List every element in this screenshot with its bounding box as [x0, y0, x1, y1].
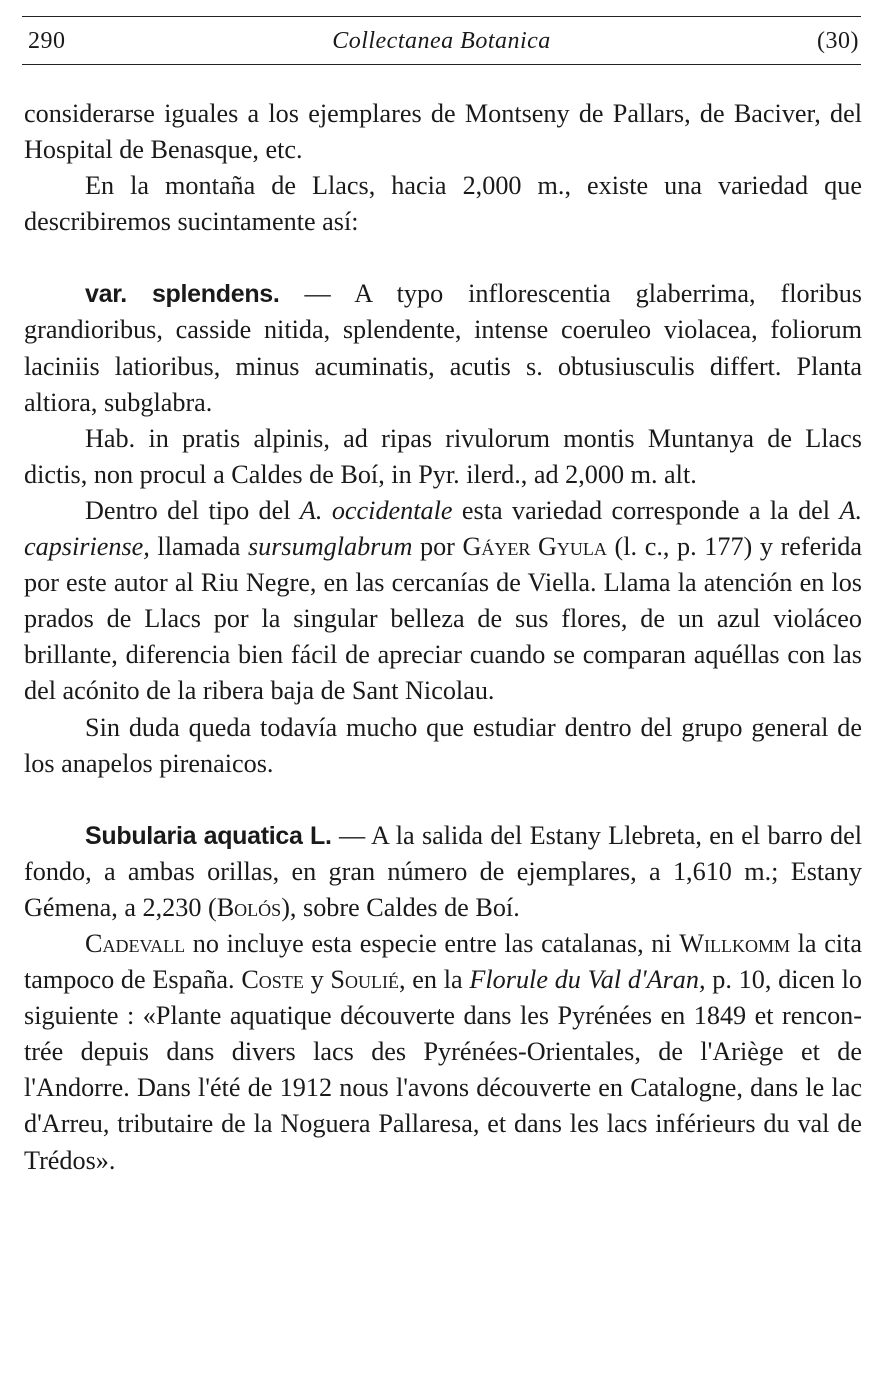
paragraph-conclusion: Sin duda queda todavía mucho que estudiar dentro del grupo general de los anapelos pirenaicos. [24, 712, 862, 778]
paragraph-variety-intro: En la montaña de Llacs, hacia 2,000 m., existe una variedad que describiremos sucintamente así: [24, 171, 862, 237]
top-rule [22, 16, 861, 17]
text-run: llamada [149, 532, 248, 562]
author-name: Coste [241, 965, 304, 995]
page-body [24, 96, 862, 1179]
text-run: por [412, 532, 463, 562]
page-number: 290 [28, 28, 66, 54]
paragraph-continuation: considerarse iguales a los ejemplares de Montseny de Pallars, de Baciver, del Hospital de Benasque, etc. [24, 99, 862, 165]
paragraph-discussion [24, 493, 862, 710]
text-run: ), sobre Caldes de Boí. [281, 892, 520, 922]
author-name: Gáyer Gyula [462, 532, 607, 562]
taxon-name-var-splendens: var. splendens. [85, 280, 280, 309]
text-run: y [303, 965, 331, 995]
issue-reference: (30) [817, 28, 859, 54]
latin-diagnosis: — A typo inflorescentia glaberrima, floribus grandioribus, casside nitida, splendente, intense coeruleo violacea, foliorum laciniis latioribus, minus acuminatis, acutis s. obtusiusculis differt. Planta altiora, subglabra. [24, 279, 863, 417]
paragraph-habitat: Hab. in pratis alpinis, ad ripas rivulorum montis Muntanya de Llacs dictis, non procul a Caldes de Boí, in Pyr. ilerd., ad 2,000 m. alt. [24, 423, 862, 489]
text-run: la cita tampoco de España. [24, 928, 862, 995]
work-title: Florule du Val d'Aran, [469, 965, 706, 995]
text-run: , en la [398, 965, 470, 995]
text-run: p. 10, dicen lo siguiente : «Plante aquatique découverte dans les Pyrénées en 1849 et rencontrée depuis dans divers lacs des Pyrénées-Orientales, de l'Ariège et de l'Andorre. Dans l'été de 1912 nous l'avons découverte en Catalogne, dans le lac d'Arreu, tributaire de la Noguera Pallaresa, et dans les lacs inférieurs du val de Trédos». [24, 965, 862, 1175]
taxon-italic: sursumglabrum [247, 532, 413, 562]
author-name: Willkomm [679, 928, 790, 958]
author-name: Soulié [330, 965, 399, 995]
author-name: Bolós [216, 892, 282, 922]
text-run: esta variedad corresponde a la del [452, 495, 840, 525]
taxon-name-subularia: Subularia aquatica L. [85, 821, 332, 850]
journal-title: Collectanea Botanica [332, 28, 551, 54]
text-run: — A la salida del Estany Llebreta, en el barro del fondo, a ambas orillas, en gran número de ejemplares, a 1,610 m.; Estany Gémena, a 2,230 ( [24, 820, 862, 922]
paragraph-subularia-notes [24, 926, 862, 1179]
author-name: Cadevall [85, 928, 186, 958]
taxon-italic: A. occidentale [299, 495, 453, 525]
paragraph-var-splendens [24, 276, 862, 420]
running-header [24, 24, 859, 60]
paragraph-subularia [24, 818, 862, 926]
text-run: no incluye esta especie entre las catalanas, ni [185, 928, 680, 958]
text-run: Dentro del tipo del [85, 495, 300, 525]
taxon-italic: A. capsiriense, [24, 495, 862, 562]
header-rule [22, 64, 861, 65]
text-run: (l. c., p. 177) y referida por este autor al Riu Negre, en las cercanías de Viella. Llama la atención en los prados de Llacs por la singular belleza de sus flores, de un azul violáceo brillante, diferencia bien fácil de apreciar cuando se comparan aquéllas con las del acónito de la ribera baja de Sant Nicolau. [24, 532, 862, 706]
